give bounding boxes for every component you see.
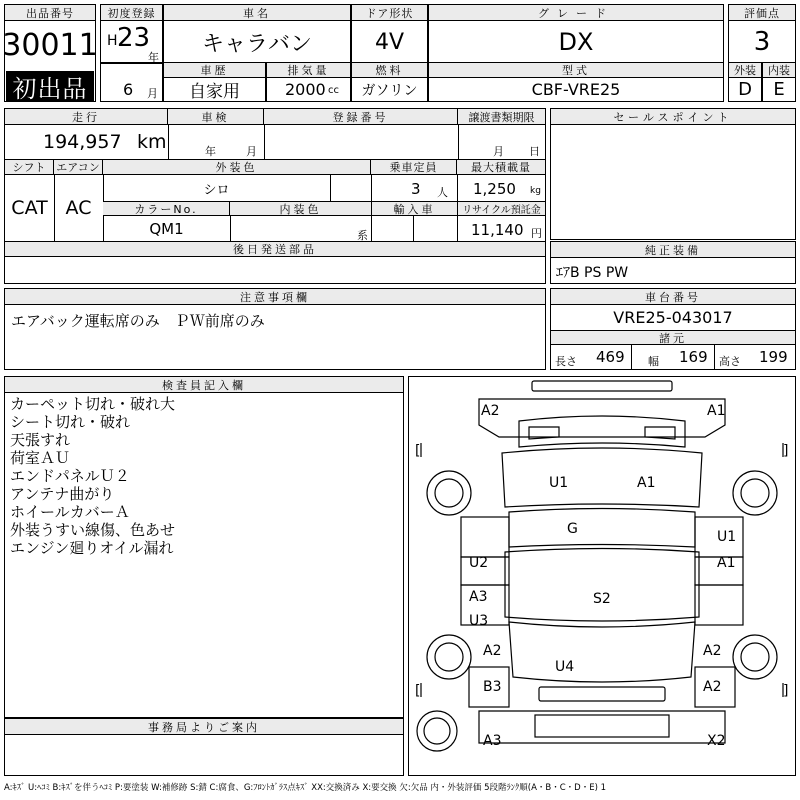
era: H — [107, 33, 118, 49]
vehicle-outline — [409, 377, 795, 775]
roof-front-shape — [509, 509, 695, 548]
car-name-box — [163, 4, 351, 64]
interior-grade: E — [773, 79, 785, 100]
displacement: 2000 — [285, 80, 326, 99]
inspector-line-3: 天張すれ — [10, 431, 71, 449]
interior-box — [762, 62, 796, 102]
inspector-line-8: 外装うすい線傷、色あせ — [10, 521, 176, 539]
roof-center-shape — [505, 549, 699, 622]
model-label: 型式 — [429, 63, 723, 78]
first-registration-box — [100, 4, 163, 64]
interior-color-unit: 系 — [357, 229, 368, 242]
mileage-unit: km — [137, 131, 167, 153]
length: 469 — [596, 348, 625, 366]
mark-u3-left: U3 — [469, 613, 489, 629]
inspector-line-2: シート切れ・破れ — [10, 413, 131, 431]
color-number-label: カラーNo. — [103, 202, 230, 216]
first-listing-badge: 初出品 — [6, 71, 94, 101]
wheel-rear-left-shape — [427, 635, 471, 679]
mark-a2-right-lower: A2 — [703, 679, 722, 695]
grade: DX — [558, 28, 594, 56]
genuine-equipment: ｴｱB PS PW — [556, 265, 629, 281]
door-label: ドア形状 — [352, 5, 427, 21]
inspection-month-unit: 月 — [246, 145, 257, 158]
bracket-left-bottom: [ — [415, 683, 421, 699]
score-label: 評価点 — [729, 5, 795, 21]
history-box — [163, 62, 266, 102]
lot-number: 30011 — [2, 27, 98, 63]
interior-label: 内装 — [763, 63, 795, 78]
inspector-line-6: アンテナ曲がり — [10, 485, 115, 503]
shift-label: シフト — [5, 160, 54, 175]
mark-a3-rear-door: A3 — [483, 733, 502, 749]
spare-wheel-shape — [417, 711, 457, 751]
recycle-deposit: 11,140 — [471, 221, 524, 239]
mark-u1-right: U1 — [717, 529, 737, 545]
exterior-color-label: 外装色 — [103, 160, 371, 175]
color-number: QM1 — [149, 219, 184, 238]
wheel-front-right-shape — [733, 471, 777, 515]
vehicle-info-block — [4, 108, 546, 284]
exterior-label: 外装 — [729, 63, 761, 78]
front-bumper-shape — [532, 381, 672, 391]
recycle-label: リサイクル預託金 — [458, 202, 545, 216]
max-load: 1,250 — [473, 180, 516, 198]
grade-box — [428, 4, 724, 64]
wheel-front-left-shape — [427, 471, 471, 515]
displacement-label: 排気量 — [267, 63, 350, 78]
office-label: 事務局よりご案内 — [5, 719, 403, 735]
history-label: 車歴 — [164, 63, 265, 78]
genuine-equipment-box — [550, 241, 796, 284]
mark-a3-left: A3 — [469, 589, 488, 605]
bracket-right-top: ] — [783, 443, 789, 459]
mark-a2-front-left: A2 — [481, 403, 500, 419]
length-label: 長さ — [555, 355, 577, 368]
car-name: キャラバン — [201, 31, 312, 57]
bracket-left-top: [ — [415, 443, 421, 459]
capacity-unit: 人 — [437, 186, 448, 199]
office-box — [4, 718, 404, 776]
damage-diagram — [408, 376, 796, 776]
genuine-equipment-label: 純正装備 — [551, 242, 795, 258]
capacity: 3 — [411, 180, 421, 198]
interior-color-label: 内装色 — [230, 202, 371, 216]
lot-number-box — [4, 4, 96, 102]
exterior-color: シロ — [203, 182, 230, 198]
transfer-day-unit: 日 — [529, 145, 540, 158]
aircon: AC — [65, 197, 92, 219]
transfer-month-unit: 月 — [493, 145, 504, 158]
mileage: 194,957 — [43, 131, 122, 153]
first-registration-month: 6 — [123, 80, 134, 99]
rear-roof-shape — [509, 622, 695, 682]
inspector-line-1: カーペット切れ・破れ大 — [10, 395, 176, 413]
mark-u4-rear: U4 — [555, 659, 575, 675]
inspector-line-5: エンドパネルＵ２ — [10, 467, 130, 485]
model-box — [428, 62, 724, 102]
height-label: 高さ — [719, 355, 741, 368]
inspector-line-9: エンジン廻りオイル漏れ — [10, 539, 174, 557]
mark-x2-rear-door: X2 — [707, 733, 726, 749]
inspector-box — [4, 376, 404, 718]
year-unit: 年 — [148, 51, 159, 64]
later-parts-label: 後日発送部品 — [5, 242, 545, 257]
max-load-label: 最大積載量 — [457, 160, 545, 175]
score-box — [728, 4, 796, 64]
windshield-shape — [519, 416, 685, 447]
left-front-door-shape — [461, 517, 509, 557]
capacity-label: 乗車定員 — [371, 160, 457, 175]
mark-g-glass: G — [567, 521, 578, 537]
first-registration-label: 初度登録 — [101, 5, 162, 21]
notes-text: エアバック運転席のみ ＰＷ前席のみ — [11, 312, 265, 330]
notes-label: 注意事項欄 — [5, 289, 545, 305]
legend: A:ｷｽﾞ U:ﾍｺﾐ B:ｷｽﾞを伴うﾍｺﾐ P:要塗装 W:補修跡 S:錆 C:腐食、G:ﾌﾛﾝﾄｶﾞﾗｽ点ｷｽﾞ XX:交換済み X:要交換 欠:欠品 内・外装評価 5段階ﾗﾝｸ順(A・B・C・D・E) 1 — [4, 783, 607, 793]
width: 169 — [679, 348, 708, 366]
mark-a1-front-right: A1 — [707, 403, 726, 419]
mileage-label: 走行 — [5, 109, 168, 125]
front-top-shape — [479, 399, 725, 437]
mark-s2-roof: S2 — [593, 591, 611, 607]
mark-a1-right: A1 — [717, 555, 736, 571]
car-name-label: 車名 — [164, 5, 350, 21]
chassis-number: VRE25-043017 — [613, 307, 733, 327]
rear-window-shape — [535, 715, 669, 737]
max-load-unit: kg — [530, 186, 541, 196]
cabin-shape — [502, 448, 702, 507]
rear-bumper-shape — [539, 687, 665, 701]
width-label: 幅 — [648, 355, 659, 368]
recycle-unit: 円 — [531, 227, 542, 240]
import-label: 輸入車 — [372, 202, 457, 216]
exterior-box — [728, 62, 762, 102]
inspector-label: 検査員記入欄 — [5, 377, 403, 393]
score: 3 — [753, 27, 771, 57]
aircon-label: エアコン — [54, 160, 103, 175]
mark-a2-rear-left: A2 — [483, 643, 502, 659]
mark-u1-cabin: U1 — [549, 475, 569, 491]
fuel-label: 燃料 — [352, 63, 427, 78]
transfer-doc-label: 譲渡書類期限 — [458, 109, 545, 125]
exterior-grade: D — [738, 79, 752, 100]
month-box — [100, 62, 163, 102]
displacement-box — [266, 62, 351, 102]
height: 199 — [759, 348, 788, 366]
inspector-line-4: 荷室ＡＵ — [10, 449, 71, 467]
damage-marks — [415, 403, 788, 749]
mark-b3-left: B3 — [483, 679, 502, 695]
sales-points-box — [550, 108, 796, 240]
dimensions-label: 諸元 — [551, 330, 795, 345]
lot-number-label: 出品番号 — [5, 5, 95, 21]
month-unit: 月 — [147, 87, 158, 100]
door-box — [351, 4, 428, 64]
grade-label: グレード — [429, 5, 723, 21]
mark-a2-rear-right: A2 — [703, 643, 722, 659]
chassis-label: 車台番号 — [551, 289, 795, 305]
shift: CAT — [11, 197, 48, 219]
fuel: ガソリン — [361, 82, 418, 99]
mark-a1-cabin: A1 — [637, 475, 656, 491]
model-code: CBF-VRE25 — [531, 80, 621, 99]
sales-points-label: セールスポイント — [551, 109, 795, 125]
inspection-year-unit: 年 — [205, 145, 216, 158]
chassis-box — [550, 288, 796, 370]
mark-u2-left: U2 — [469, 555, 489, 571]
bracket-right-bottom: ] — [783, 683, 789, 699]
wheel-rear-right-shape — [733, 635, 777, 679]
inspector-line-7: ホイールカバーＡ — [10, 503, 130, 521]
registration-number-label: 登録番号 — [264, 109, 458, 125]
displacement-unit: cc — [328, 85, 339, 96]
notes-box — [4, 288, 546, 370]
first-registration-year: 23 — [117, 23, 151, 53]
inspection-label: 車検 — [168, 109, 264, 125]
history: 自家用 — [189, 82, 240, 102]
door-type: 4V — [374, 29, 405, 55]
rear-door-shape — [479, 711, 725, 743]
fuel-box — [351, 62, 428, 102]
right-slide-door-shape — [695, 585, 743, 625]
